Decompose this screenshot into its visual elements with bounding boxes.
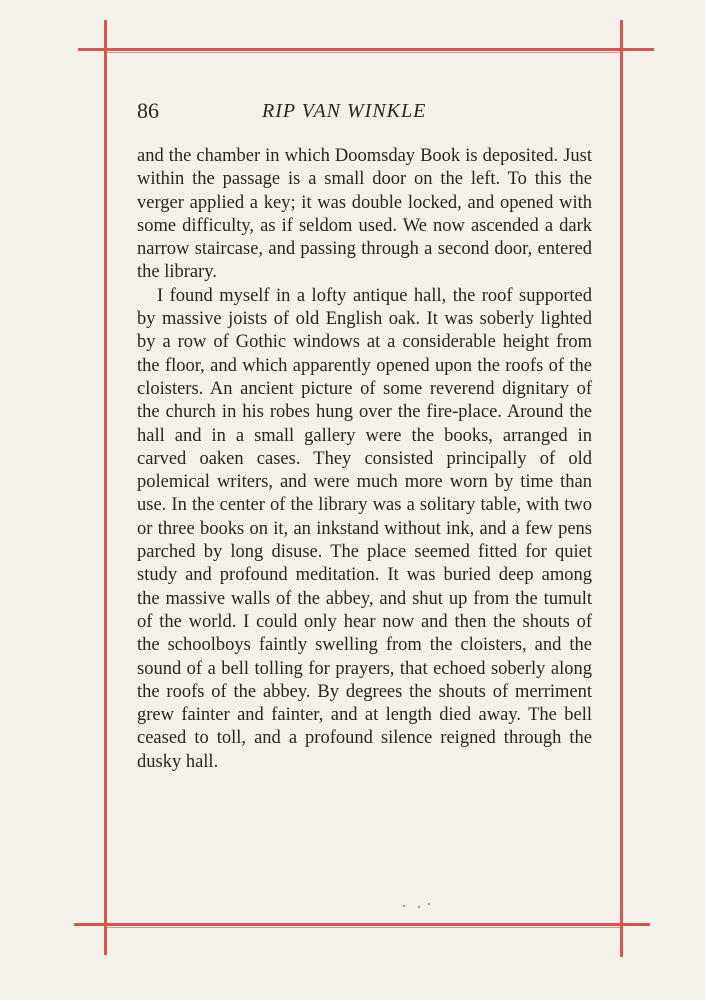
page-header bbox=[137, 98, 592, 130]
print-speck bbox=[418, 906, 420, 908]
top-inner-rule bbox=[104, 52, 623, 53]
bottom-border-rule bbox=[74, 923, 650, 926]
running-title: RIP VAN WINKLE bbox=[262, 100, 427, 122]
bottom-inner-rule bbox=[104, 927, 623, 928]
left-border-rule bbox=[104, 20, 107, 955]
paragraph-1: and the chamber in which Doomsday Book is deposited. Just within the passage is a small door on the left. To this the verger applied a key; it was double locked, and opened with some difficulty, as if seldom used. We now ascended a dark narrow staircase, and passing through a second door, entered the library. bbox=[137, 146, 592, 283]
print-speck bbox=[428, 903, 430, 905]
page-number: 86 bbox=[137, 98, 159, 123]
top-border-rule bbox=[78, 48, 654, 51]
right-border-rule bbox=[620, 20, 623, 957]
print-speck bbox=[403, 905, 405, 907]
paragraph-2: I found myself in a lofty antique hall, the roof supported by massive joists of old English oak. It was soberly lighted by a row of Gothic windows at a considerable height from the floor, and which apparently opened upon the roofs of the cloisters. An ancient picture of some reverend dignitary of the church in his robes hung over the fire-place. Around the hall and in a small gallery were the books, arranged in carved oaken cases. They consisted principally of old polemical writers, and were much more worn by time than use. In the center of the library was a solitary table, with two or three books on it, an inkstand without ink, and a few pens parched by long disuse. The place seemed fitted for quiet study and profound meditation. It was buried deep among the massive walls of the abbey, and shut up from the tumult of the world. I could only hear now and then the shouts of the schoolboys faintly swelling from the cloisters, and the sound of a bell tolling for prayers, that echoed soberly along the roofs of the abbey. By degrees the shouts of merriment grew fainter and fainter, and at length died away. The bell ceased to toll, and a profound silence reigned through the dusky hall. bbox=[137, 285, 592, 772]
body-text bbox=[137, 145, 592, 774]
